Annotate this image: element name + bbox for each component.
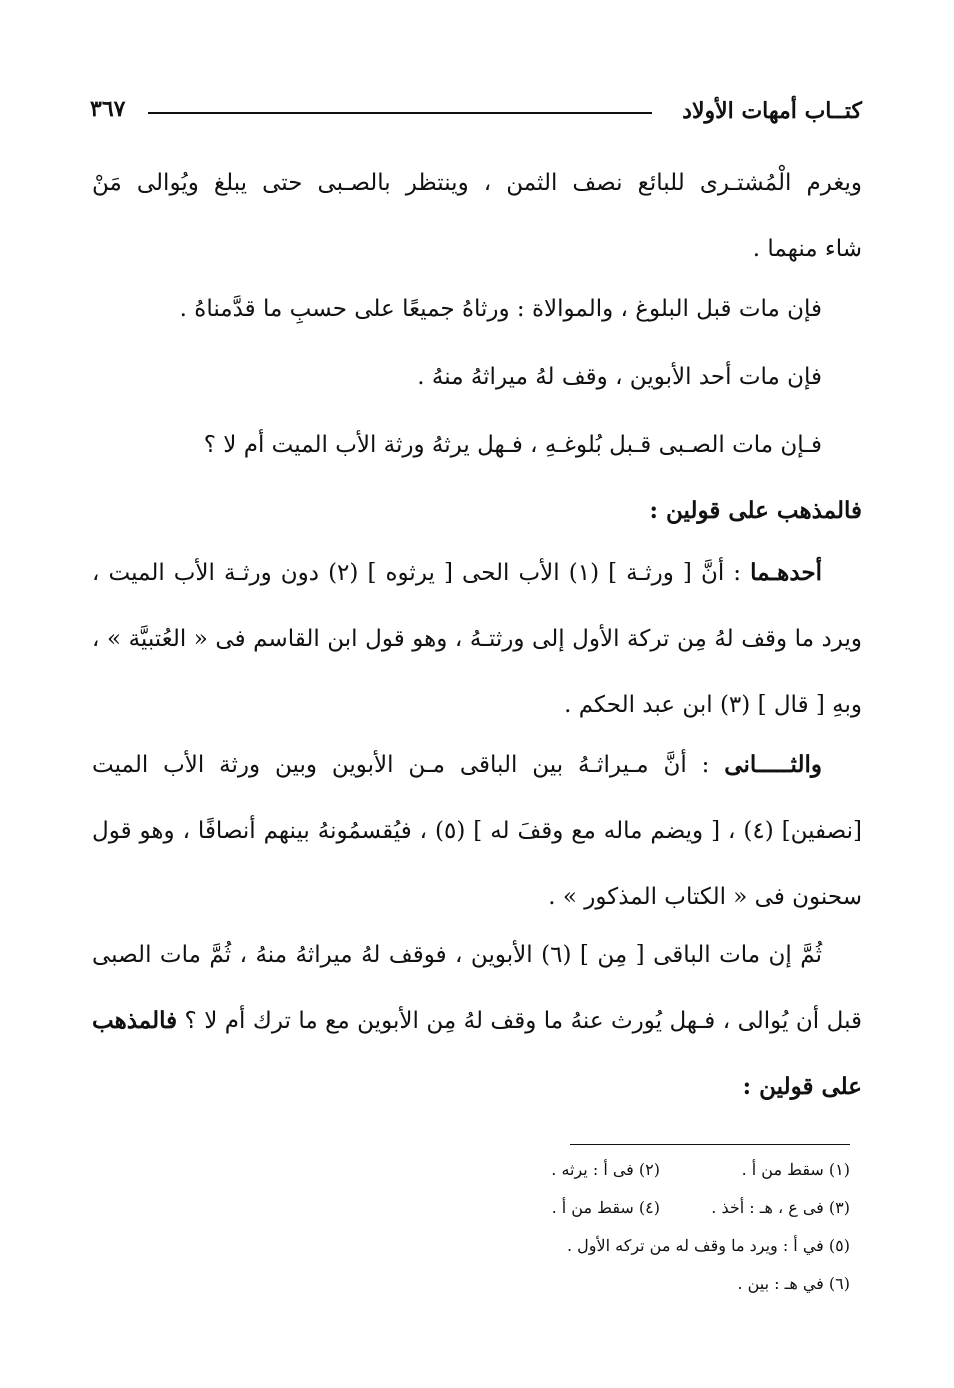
footnote-6: (٦) في هـ : بين . bbox=[737, 1274, 850, 1293]
footnote-1: (١) سقط من أ . bbox=[741, 1160, 850, 1179]
footnote-5: (٥) في أ : ويرد ما وقف له من تركه الأول . bbox=[566, 1236, 850, 1255]
paragraph-8-text: ثُمَّ إن مات الباقى [ مِن ] (٦) الأبوين ، فوقف لهُ ميراثهُ منهُ ، ثُمَّ مات الصبى قبل أن يُوالى ، فـهل يُورث عنهُ ما وقف لهُ مِن الأبوين مع ما ترك أم لا ؟ bbox=[92, 942, 862, 1034]
paragraph-2: فإن مات قبل البلوغ ، والموالاة : ورثاهُ جميعًا على حسبِ ما قدَّمناهُ . bbox=[179, 296, 822, 322]
page-number: ٣٦٧ bbox=[90, 96, 126, 122]
paragraph-4: فـإن مات الصـبى قـبل بُلوغـهِ ، فـهل يرثهُ ورثة الأب الميت أم لا ؟ bbox=[203, 432, 822, 458]
running-header bbox=[90, 92, 862, 132]
paragraph-6-lead: أحدهـما bbox=[750, 559, 822, 586]
footnote-rule bbox=[570, 1144, 850, 1145]
paragraph-1-line-2: شاء منهما . bbox=[752, 236, 862, 262]
paragraph-1 bbox=[92, 150, 862, 282]
paragraph-6 bbox=[92, 540, 862, 738]
header-rule bbox=[148, 112, 652, 114]
paragraph-5-heading: فالمذهب على قولين : bbox=[649, 497, 862, 524]
paragraph-7-text: : أنَّ مـيراثـهُ بين الباقى مـن الأبوين وبين ورثة الأب الميت [نصفين] (٤) ، [ ويضم ماله مع وقفَ له ] (٥) ، فيُقسمُونهُ بينهم أنصافًا ، وهو قول سحنون فى « الكتاب المذكور » . bbox=[92, 752, 863, 910]
paragraph-8-tail: فالمذهب على قولين : bbox=[92, 1007, 862, 1100]
footnote-4: (٤) سقط من أ . bbox=[551, 1198, 660, 1217]
paragraph-7-lead: والثـــــانى bbox=[724, 751, 822, 778]
footnote-row-1 bbox=[390, 1152, 850, 1188]
paragraph-3: فإن مات أحد الأبوين ، وقف لهُ ميراثهُ منهُ . bbox=[417, 364, 822, 390]
footnote-2: (٢) فى أ : يرثه . bbox=[551, 1160, 660, 1179]
paragraph-7 bbox=[92, 732, 862, 930]
paragraph-8 bbox=[92, 922, 862, 1120]
paragraph-1-line-1: ويغرم الْمُشتـرى للبائع نصف الثمن ، وينتظر بالصـبى حتى يبلغ ويُوالى مَنْ bbox=[92, 170, 862, 196]
footnote-3: (٣) فى ع ، هـ : أخذ . bbox=[711, 1198, 850, 1217]
footnote-row-2 bbox=[390, 1190, 850, 1226]
book-title: كتــاب أمهات الأولاد bbox=[682, 98, 862, 124]
paragraph-6-text: : أنَّ [ ورثـة ] (١) الأب الحى [ يرثوه ] (٢) دون ورثـة الأب الميت ، ويرد ما وقف لهُ مِن تركة الأول إلى ورثتـهُ ، وهو قول ابن القاسم فى « العُتبيَّة » ، وبهِ [ قال ] (٣) ابن عبد الحكم . bbox=[92, 560, 862, 718]
